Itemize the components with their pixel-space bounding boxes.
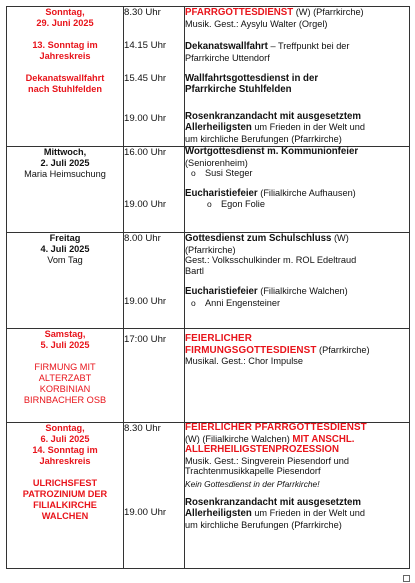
day-occasion: BIRNBACHER OSB: [23, 395, 107, 405]
event-time: 17:00 Uhr: [124, 334, 167, 345]
event-title: Rosenkranzandacht mit ausgesetztem: [185, 110, 362, 122]
event-title: Dekanatswallfahrt: [185, 41, 268, 53]
event-time: 19.00 Uhr: [124, 199, 167, 210]
day-occasion: 14. Sonntag im: [32, 445, 98, 455]
day-occasion: FILIALKIRCHE: [33, 500, 97, 510]
day-occasion: Dekanatswallfahrt: [25, 73, 105, 83]
event-title: Eucharistiefeier: [185, 286, 258, 298]
event-title: FEIERLICHER PFARRGOTTESDIENST: [185, 422, 367, 433]
event-location: (Pfarrkirche): [185, 244, 236, 255]
event-person: o Susi Steger: [185, 168, 409, 179]
event-time: 8.30 Uhr: [124, 423, 161, 434]
time-cell: [124, 329, 185, 423]
day-cell: [7, 329, 124, 423]
day-name: Samstag,: [44, 329, 86, 339]
event-location: (Filialkirche Aufhausen): [257, 187, 356, 198]
event-location: (W) (Filialkirche Walchen): [185, 433, 293, 444]
event-detail: Musik. Gest.: Singverein Piesendorf und: [185, 455, 349, 466]
day-occasion: Vom Tag: [47, 255, 83, 265]
event-detail: um Frieden in der Welt und: [251, 122, 365, 133]
day-occasion: PATROZINIUM DER: [22, 489, 108, 499]
day-date: 29. Juni 2025: [36, 18, 94, 28]
event-detail: Gest.: Volksschulkinder m. ROL Edeltraud: [185, 255, 357, 266]
event-location: (Seniorenheim): [185, 157, 248, 168]
event-item: [185, 188, 409, 210]
event-time: 14.15 Uhr: [124, 40, 167, 51]
event-title: Rosenkranzandacht mit ausgesetztem: [185, 496, 362, 508]
event-title: Gottesdienst zum Schulschluss: [185, 233, 332, 244]
event-item: [185, 7, 409, 29]
day-occasion: nach Stuhlfelden: [27, 84, 103, 94]
day-cell: [7, 147, 124, 233]
event-title: Allerheiligsten: [185, 508, 252, 520]
event-detail: Pfarrkirche Uttendorf: [185, 52, 270, 63]
event-item: [185, 74, 409, 95]
event-title: FIRMUNGSGOTTESDIENST: [185, 344, 317, 356]
day-name: Mittwoch,: [43, 147, 87, 157]
time-cell: [124, 147, 185, 233]
event-title: MIT ANSCHL.: [292, 433, 355, 445]
table-row: [7, 233, 410, 329]
table-row: [7, 7, 410, 147]
day-occasion: ULRICHSFEST: [32, 478, 98, 488]
event-item: [185, 233, 409, 276]
event-detail: Trachtenmusikkapelle Piesendorf: [185, 466, 321, 477]
event-title: Eucharistiefeier: [185, 187, 258, 199]
event-person: o Anni Engensteiner: [185, 298, 409, 309]
event-detail: um Frieden in der Welt und: [251, 508, 365, 519]
event-time: 15.45 Uhr: [124, 73, 167, 84]
event-detail: Musik. Gest.: Aysylu Walter (Orgel): [185, 18, 328, 29]
day-name: Sonntag,: [45, 7, 85, 17]
event-time: 8.30 Uhr: [124, 7, 161, 18]
day-date: 2. Juli 2025: [40, 158, 90, 168]
mass-schedule-table: [6, 6, 410, 569]
event-title: FEIERLICHER: [185, 333, 252, 344]
day-occasion: Jahreskreis: [39, 51, 91, 61]
event-time: 19.00 Uhr: [124, 507, 167, 518]
day-name: Freitag: [49, 233, 81, 243]
day-cell: [7, 7, 124, 147]
table-row: [7, 329, 410, 423]
event-title: ALLERHEILIGSTENPROZESSION: [185, 444, 339, 456]
event-location: (Filialkirche Walchen): [257, 286, 348, 297]
day-date: 4. Juli 2025: [40, 244, 90, 254]
event-item: [185, 41, 409, 63]
time-cell: [124, 7, 185, 147]
event-item: [185, 334, 409, 367]
event-title: Allerheiligsten: [185, 122, 252, 134]
table-row: [7, 423, 410, 569]
event-title: PFARRGOTTESDIENST: [185, 7, 294, 18]
event-item: [185, 147, 409, 179]
event-note: Kein Gottesdienst in der Pfarrkirche!: [185, 478, 320, 489]
event-item: [185, 423, 409, 490]
event-cell: [185, 7, 410, 147]
event-detail: – Treffpunkt bei der: [267, 41, 350, 52]
event-item: [185, 286, 409, 308]
day-occasion: Maria Heimsuchung: [24, 169, 106, 179]
event-detail: um kirchliche Berufungen (Pfarrkirche): [185, 133, 342, 144]
time-cell: [124, 233, 185, 329]
event-title: Pfarrkirche Stuhlfelden: [185, 83, 292, 95]
day-date: 6. Juli 2025: [40, 434, 90, 444]
event-cell: [185, 423, 410, 569]
event-person: o Egon Folie: [185, 199, 409, 210]
day-cell: [7, 423, 124, 569]
day-occasion: KORBINIAN: [39, 384, 91, 394]
page-corner-mark: [403, 575, 410, 582]
event-cell: [185, 233, 410, 329]
event-location: (Pfarrkirche): [316, 344, 370, 355]
event-item: [185, 112, 409, 145]
day-date: 5. Juli 2025: [40, 340, 90, 350]
event-title: Wortgottesdienst m. Kommunionfeier: [185, 146, 359, 157]
day-occasion: ALTERZABT: [38, 373, 92, 383]
event-time: 16.00 Uhr: [124, 147, 167, 158]
event-cell: [185, 147, 410, 233]
event-cell: [185, 329, 410, 423]
event-time: 8.00 Uhr: [124, 233, 161, 244]
day-occasion: FIRMUNG MIT: [34, 362, 96, 372]
time-cell: [124, 423, 185, 569]
event-detail: Musikal. Gest.: Chor Impulse: [185, 356, 303, 367]
event-location: (W) (Pfarrkirche): [293, 7, 364, 17]
event-detail: (W): [331, 233, 349, 243]
event-detail: um kirchliche Berufungen (Pfarrkirche): [185, 519, 342, 530]
event-title: Wallfahrtsgottesdienst in der: [185, 73, 319, 85]
day-occasion: Jahreskreis: [39, 456, 91, 466]
day-name: Sonntag,: [45, 423, 85, 433]
day-cell: [7, 233, 124, 329]
event-time: 19.00 Uhr: [124, 113, 167, 124]
event-detail: Bartl: [185, 265, 204, 276]
day-occasion: 13. Sonntag im: [32, 40, 98, 50]
day-occasion: WALCHEN: [41, 511, 89, 521]
table-row: [7, 147, 410, 233]
event-item: [185, 498, 409, 531]
event-time: 19.00 Uhr: [124, 296, 167, 307]
